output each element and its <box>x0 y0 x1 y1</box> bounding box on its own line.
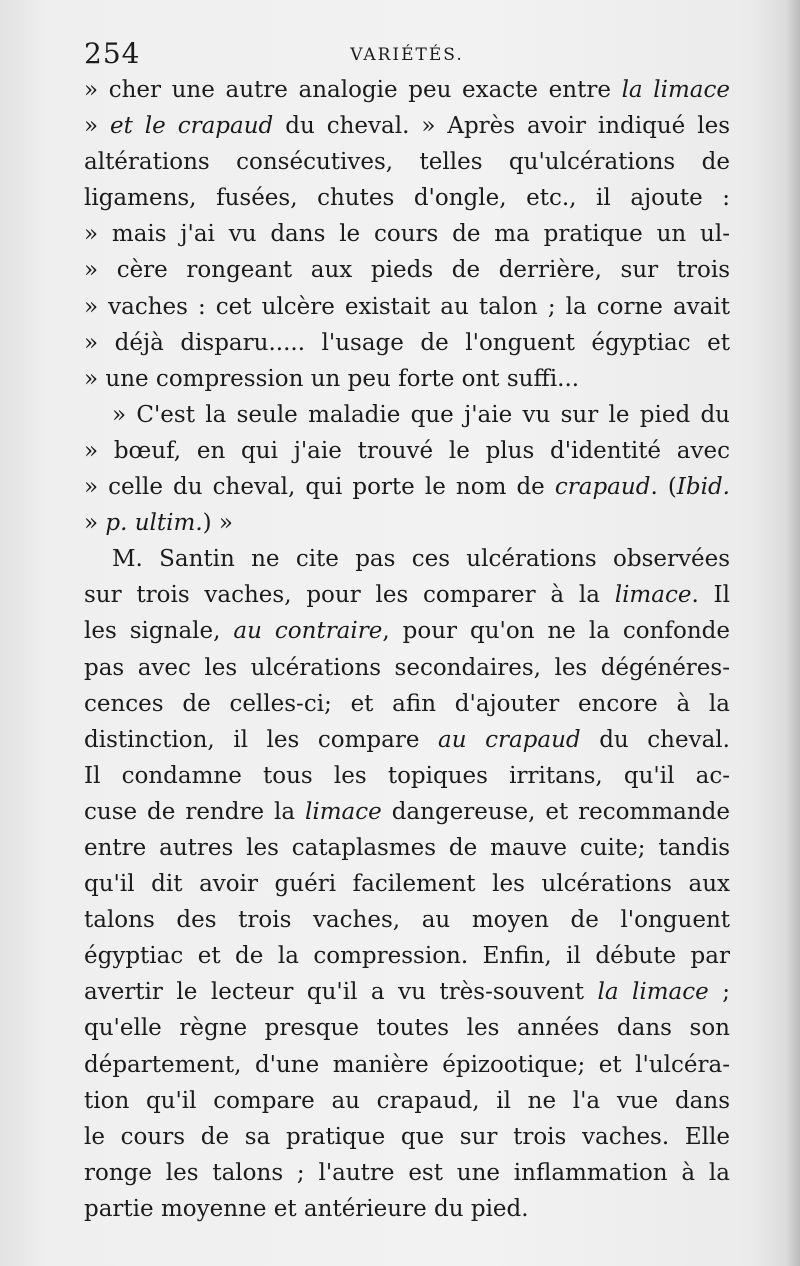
text-line: talons des trois vaches, au moyen de l'onguent <box>84 907 730 934</box>
text-line: ligamens, fusées, chutes d'ongle, etc., il ajoute : <box>84 185 730 212</box>
text-line: égyptiac et de la compression. Enfin, il débute par <box>84 943 730 970</box>
text-line: le cours de sa pratique que sur trois vaches. Elle <box>84 1123 730 1150</box>
text-line: département, d'une manière épizootique; et l'ulcéra- <box>84 1051 730 1078</box>
text-line: » vaches : cet ulcère existait au talon ; la corne avait <box>84 293 730 320</box>
text-line: qu'elle règne presque toutes les années dans son <box>84 1015 730 1042</box>
text-line: M. Santin ne cite pas ces ulcérations observées <box>112 546 730 573</box>
text-line: » et le crapaud du cheval. » Après avoir indiqué les <box>84 113 730 140</box>
text-line: les signale, au contraire, pour qu'on ne la confonde <box>84 618 730 645</box>
text-line: qu'il dit avoir guéri facilement les ulcérations aux <box>84 871 730 898</box>
text-line: altérations consécutives, telles qu'ulcérations de <box>84 149 730 176</box>
text-line: Il condamne tous les topiques irritans, qu'il ac- <box>84 762 730 789</box>
text-line: entre autres les cataplasmes de mauve cuite; tandis <box>84 834 730 861</box>
text-line: tion qu'il compare au crapaud, il ne l'a vue dans <box>84 1087 730 1114</box>
text-line: » déjà disparu..... l'usage de l'onguent égyptiac et <box>84 329 730 356</box>
text-line: » C'est la seule maladie que j'aie vu sur le pied du <box>112 401 730 428</box>
text-line: » celle du cheval, qui porte le nom de crapaud. (Ibid. <box>84 474 730 501</box>
page-number: 254 <box>84 37 141 70</box>
body-text <box>84 72 730 1227</box>
text-line: avertir le lecteur qu'il a vu très-souvent la limace ; <box>84 979 731 1006</box>
text-line: cences de celles-ci; et afin d'ajouter encore à la <box>84 690 730 717</box>
page-header <box>84 34 730 74</box>
text-line: » cher une autre analogie peu exacte entre la limace <box>84 77 730 103</box>
text-line: » une compression un peu forte ont suffi... <box>84 365 580 392</box>
text-line: ronge les talons ; l'autre est une inflammation à la <box>84 1159 730 1186</box>
text-line: » mais j'ai vu dans le cours de ma pratique un ul- <box>84 221 730 248</box>
text-line: » cère rongeant aux pieds de derrière, sur trois <box>84 257 730 284</box>
text-line: » p. ultim.) » <box>84 510 233 537</box>
text-line: partie moyenne et antérieure du pied. <box>84 1195 529 1222</box>
text-line: cuse de rendre la limace dangereuse, et recommande <box>84 798 730 825</box>
running-title: VARIÉTÉS. <box>350 45 464 65</box>
text-line: distinction, il les compare au crapaud du cheval. <box>84 726 730 753</box>
text-line: pas avec les ulcérations secondaires, les dégénéres- <box>84 654 730 681</box>
text-line: sur trois vaches, pour les comparer à la limace. Il <box>84 582 730 609</box>
text-line: » bœuf, en qui j'aie trouvé le plus d'identité avec <box>84 437 730 464</box>
page-edge-shadow <box>786 0 800 1266</box>
